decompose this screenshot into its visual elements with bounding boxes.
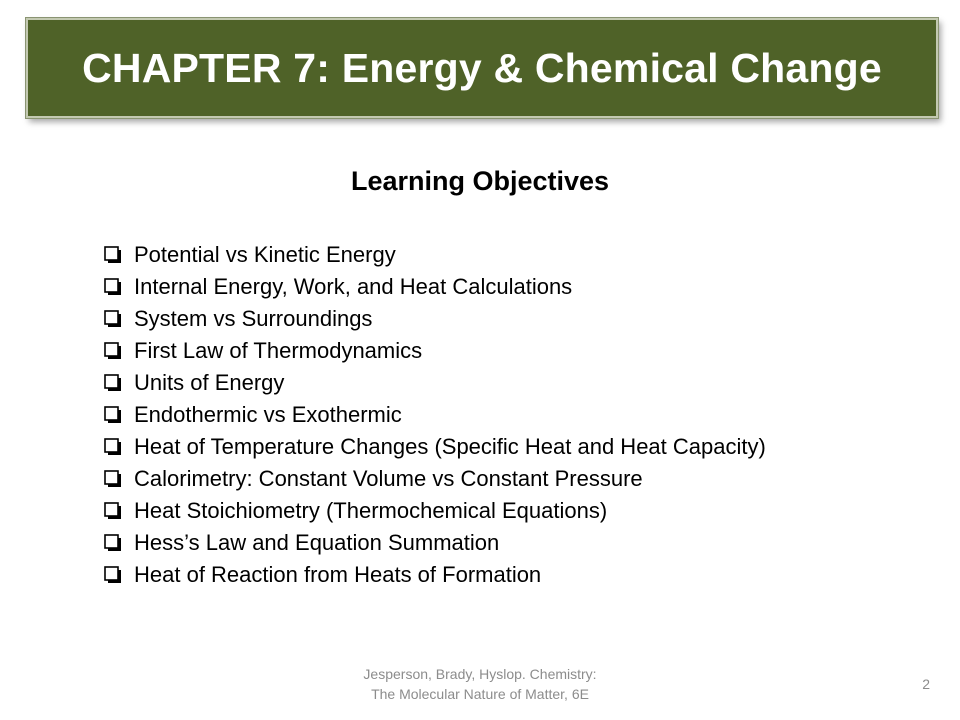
objective-text: Heat of Temperature Changes (Specific Heat and Heat Capacity) bbox=[134, 434, 766, 459]
checkbox-bullet-icon bbox=[104, 271, 134, 303]
objective-text: Heat Stoichiometry (Thermochemical Equations) bbox=[134, 498, 608, 523]
objective-text: Heat of Reaction from Heats of Formation bbox=[134, 562, 542, 587]
objective-text: Hess’s Law and Equation Summation bbox=[134, 530, 500, 555]
title-banner bbox=[26, 18, 938, 118]
footer-credit bbox=[300, 664, 660, 704]
objective-item bbox=[104, 239, 824, 271]
objective-item bbox=[104, 335, 824, 367]
footer-credit-line: Jesperson, Brady, Hyslop. Chemistry: bbox=[363, 666, 597, 682]
checkbox-bullet-icon bbox=[104, 335, 134, 367]
checkbox-bullet-icon bbox=[104, 463, 134, 495]
checkbox-bullet-icon bbox=[104, 367, 134, 399]
objective-text: Internal Energy, Work, and Heat Calculations bbox=[134, 274, 573, 299]
objective-text: Calorimetry: Constant Volume vs Constant Pressure bbox=[134, 466, 643, 491]
objective-item bbox=[104, 399, 824, 431]
objective-item bbox=[104, 367, 824, 399]
checkbox-bullet-icon bbox=[104, 559, 134, 591]
objective-item bbox=[104, 527, 824, 559]
objectives-list bbox=[104, 239, 824, 591]
objective-item bbox=[104, 495, 824, 527]
objective-item bbox=[104, 431, 824, 463]
checkbox-bullet-icon bbox=[104, 239, 134, 271]
objective-item bbox=[104, 271, 824, 303]
objective-item bbox=[104, 463, 824, 495]
footer-credit-line: The Molecular Nature of Matter, 6E bbox=[371, 686, 589, 702]
checkbox-bullet-icon bbox=[104, 303, 134, 335]
objective-item bbox=[104, 559, 824, 591]
objective-text: Units of Energy bbox=[134, 370, 285, 395]
objective-text: Endothermic vs Exothermic bbox=[134, 402, 402, 427]
slide-title: CHAPTER 7: Energy & Chemical Change bbox=[82, 44, 882, 91]
objective-text: First Law of Thermodynamics bbox=[134, 338, 423, 363]
checkbox-bullet-icon bbox=[104, 527, 134, 559]
slide-subtitle: Learning Objectives bbox=[350, 166, 610, 196]
checkbox-bullet-icon bbox=[104, 399, 134, 431]
objective-text: System vs Surroundings bbox=[134, 306, 373, 331]
slide-number: 2 bbox=[922, 676, 930, 692]
checkbox-bullet-icon bbox=[104, 431, 134, 463]
objective-item bbox=[104, 303, 824, 335]
objective-text: Potential vs Kinetic Energy bbox=[134, 242, 396, 267]
checkbox-bullet-icon bbox=[104, 495, 134, 527]
